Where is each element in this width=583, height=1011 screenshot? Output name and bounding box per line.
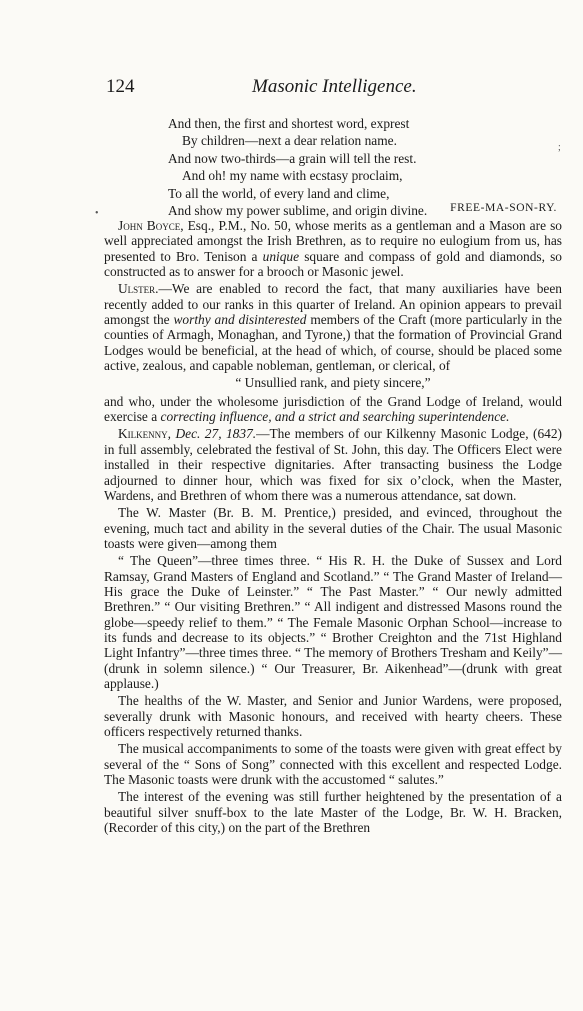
boyce-italic: unique: [262, 248, 300, 264]
ulster-lead: Ulster: [118, 281, 156, 297]
article-body: [104, 218, 562, 837]
paragraph-kilkenny: [104, 426, 562, 503]
verse-line: To all the world, of every land and clime,: [168, 185, 390, 201]
paragraph-master: The W. Master (Br. B. M. Prentice,) presided, and evinced, throughout the evening, much tact and ability in the several duties of the Chair. The usual Masonic toasts were given—among them: [104, 505, 562, 551]
ulster-quote: “ Unsullied rank, and piety sincere,”: [235, 375, 431, 391]
verse-line: And then, the first and shortest word, exprest: [168, 116, 410, 131]
boyce-text: , Esq., P.M., No. 50, whose merits as a gentleman and a Mason are so well appreciated amongst the Irish Brethren, as to require no eulogium from us, has presented to Bro. Tenison a: [104, 218, 562, 264]
page-header: [106, 76, 557, 98]
paragraph-toasts: “ The Queen”—three times three. “ His R. H. the Duke of Sussex and Lord Ramsay, Grand Masters of England and Scotland.” “ The Grand Master of Ireland—His grace the Duke of Leinster.” “ The Past Master.” “ Our newly admitted Brethren.” “ Our visiting Brethren.” “ All indigent and distressed Masons round the globe—speedy relief to them.” “ The Female Masonic Orphan School—increase to its funds and decrease to its objects.” “ Brother Creighton and the 71st Highland Light Infantry”—three times three. “ The memory of Brothers Tresham and Keily”—(drunk in solemn silence.) “ Our Treasurer, Br. Aikenhead”—(drunk with great applause.): [104, 553, 562, 691]
page-number: 124: [106, 76, 135, 97]
ulster-text-3: and who, under the wholesome jurisdiction of the Grand Lodge of Ireland, would exercise a: [104, 393, 562, 425]
kilkenny-lead: Kilkenny: [118, 426, 168, 442]
paragraph-healths: The healths of the W. Master, and Senior and Junior Wardens, were proposed, severally drunk with Masonic honours, and received with hearty cheers. These officers respectively returned thanks.: [104, 693, 562, 739]
kilkenny-text: —The members of our Kilkenny Masonic Lodge, (642) in full assembly, celebrated the festival of St. John, this day. The Officers Elect were installed in their respective dignitaries. After transacting business the Lodge adjourned to dinner hour, which was fixed for six o’clock, when the Master, Wardens, and Brethren of whom there was a numerous attendance, sat down.: [104, 426, 562, 503]
kilkenny-date: , Dec. 27, 1837.: [167, 426, 257, 442]
margin-mark: •: [95, 208, 99, 219]
running-title: Masonic Intelligence.: [252, 76, 417, 97]
verse-line: And show my power sublime, and origin divine.: [168, 203, 428, 219]
verse-signature: FREE-MA-SON-RY.: [450, 202, 557, 214]
paragraph-boyce: [104, 218, 562, 279]
boyce-lead: John Boyce: [118, 218, 181, 233]
boyce-tail: square and compass of gold and diamonds, so constructed as to answer for a brooch or Masonic jewel.: [104, 248, 562, 280]
ulster-text-1: .—We are enabled to record the fact, that many auxiliaries have been recently added to our ranks in this quarter of Ireland. An opinion appears to prevail amongst the: [104, 281, 562, 328]
paragraph-ulster: [104, 281, 562, 373]
ulster-italic-1: worthy and disinterested: [173, 312, 307, 328]
margin-mark: ;: [558, 142, 561, 153]
paragraph-music: The musical accompaniments to some of the toasts were given with great effect by several of the “ Sons of Song” connected with this excellent and respected Lodge. The Masonic toasts were drunk with the accustomed “ salutes.”: [104, 741, 562, 788]
paragraph-interest: The interest of the evening was still further heightened by the presentation of a beautiful silver snuff-box to the late Master of the Lodge, Br. W. H. Bracken, (Recorder of this city,) on the part of the Brethren: [104, 789, 562, 836]
paragraph-ulster-continued: [104, 394, 562, 425]
ulster-text-2: members of the Craft (more particularly in the counties of Armagh, Monaghan, and Tyrone,) that the formation of Provincial Grand Lodges would be beneficial, at the head of which, of course, should be placed some active, zealous, and capable nobleman, gentleman, or clerical, of: [104, 312, 562, 374]
verse-line: And oh! my name with ecstasy proclaim,: [182, 168, 403, 184]
verse-line: And now two-thirds—a grain will tell the rest.: [168, 150, 417, 166]
ulster-italic-2: correcting influence, and a strict and searching superintendence.: [160, 409, 510, 425]
verse-line: By children—next a dear relation name.: [182, 133, 397, 149]
